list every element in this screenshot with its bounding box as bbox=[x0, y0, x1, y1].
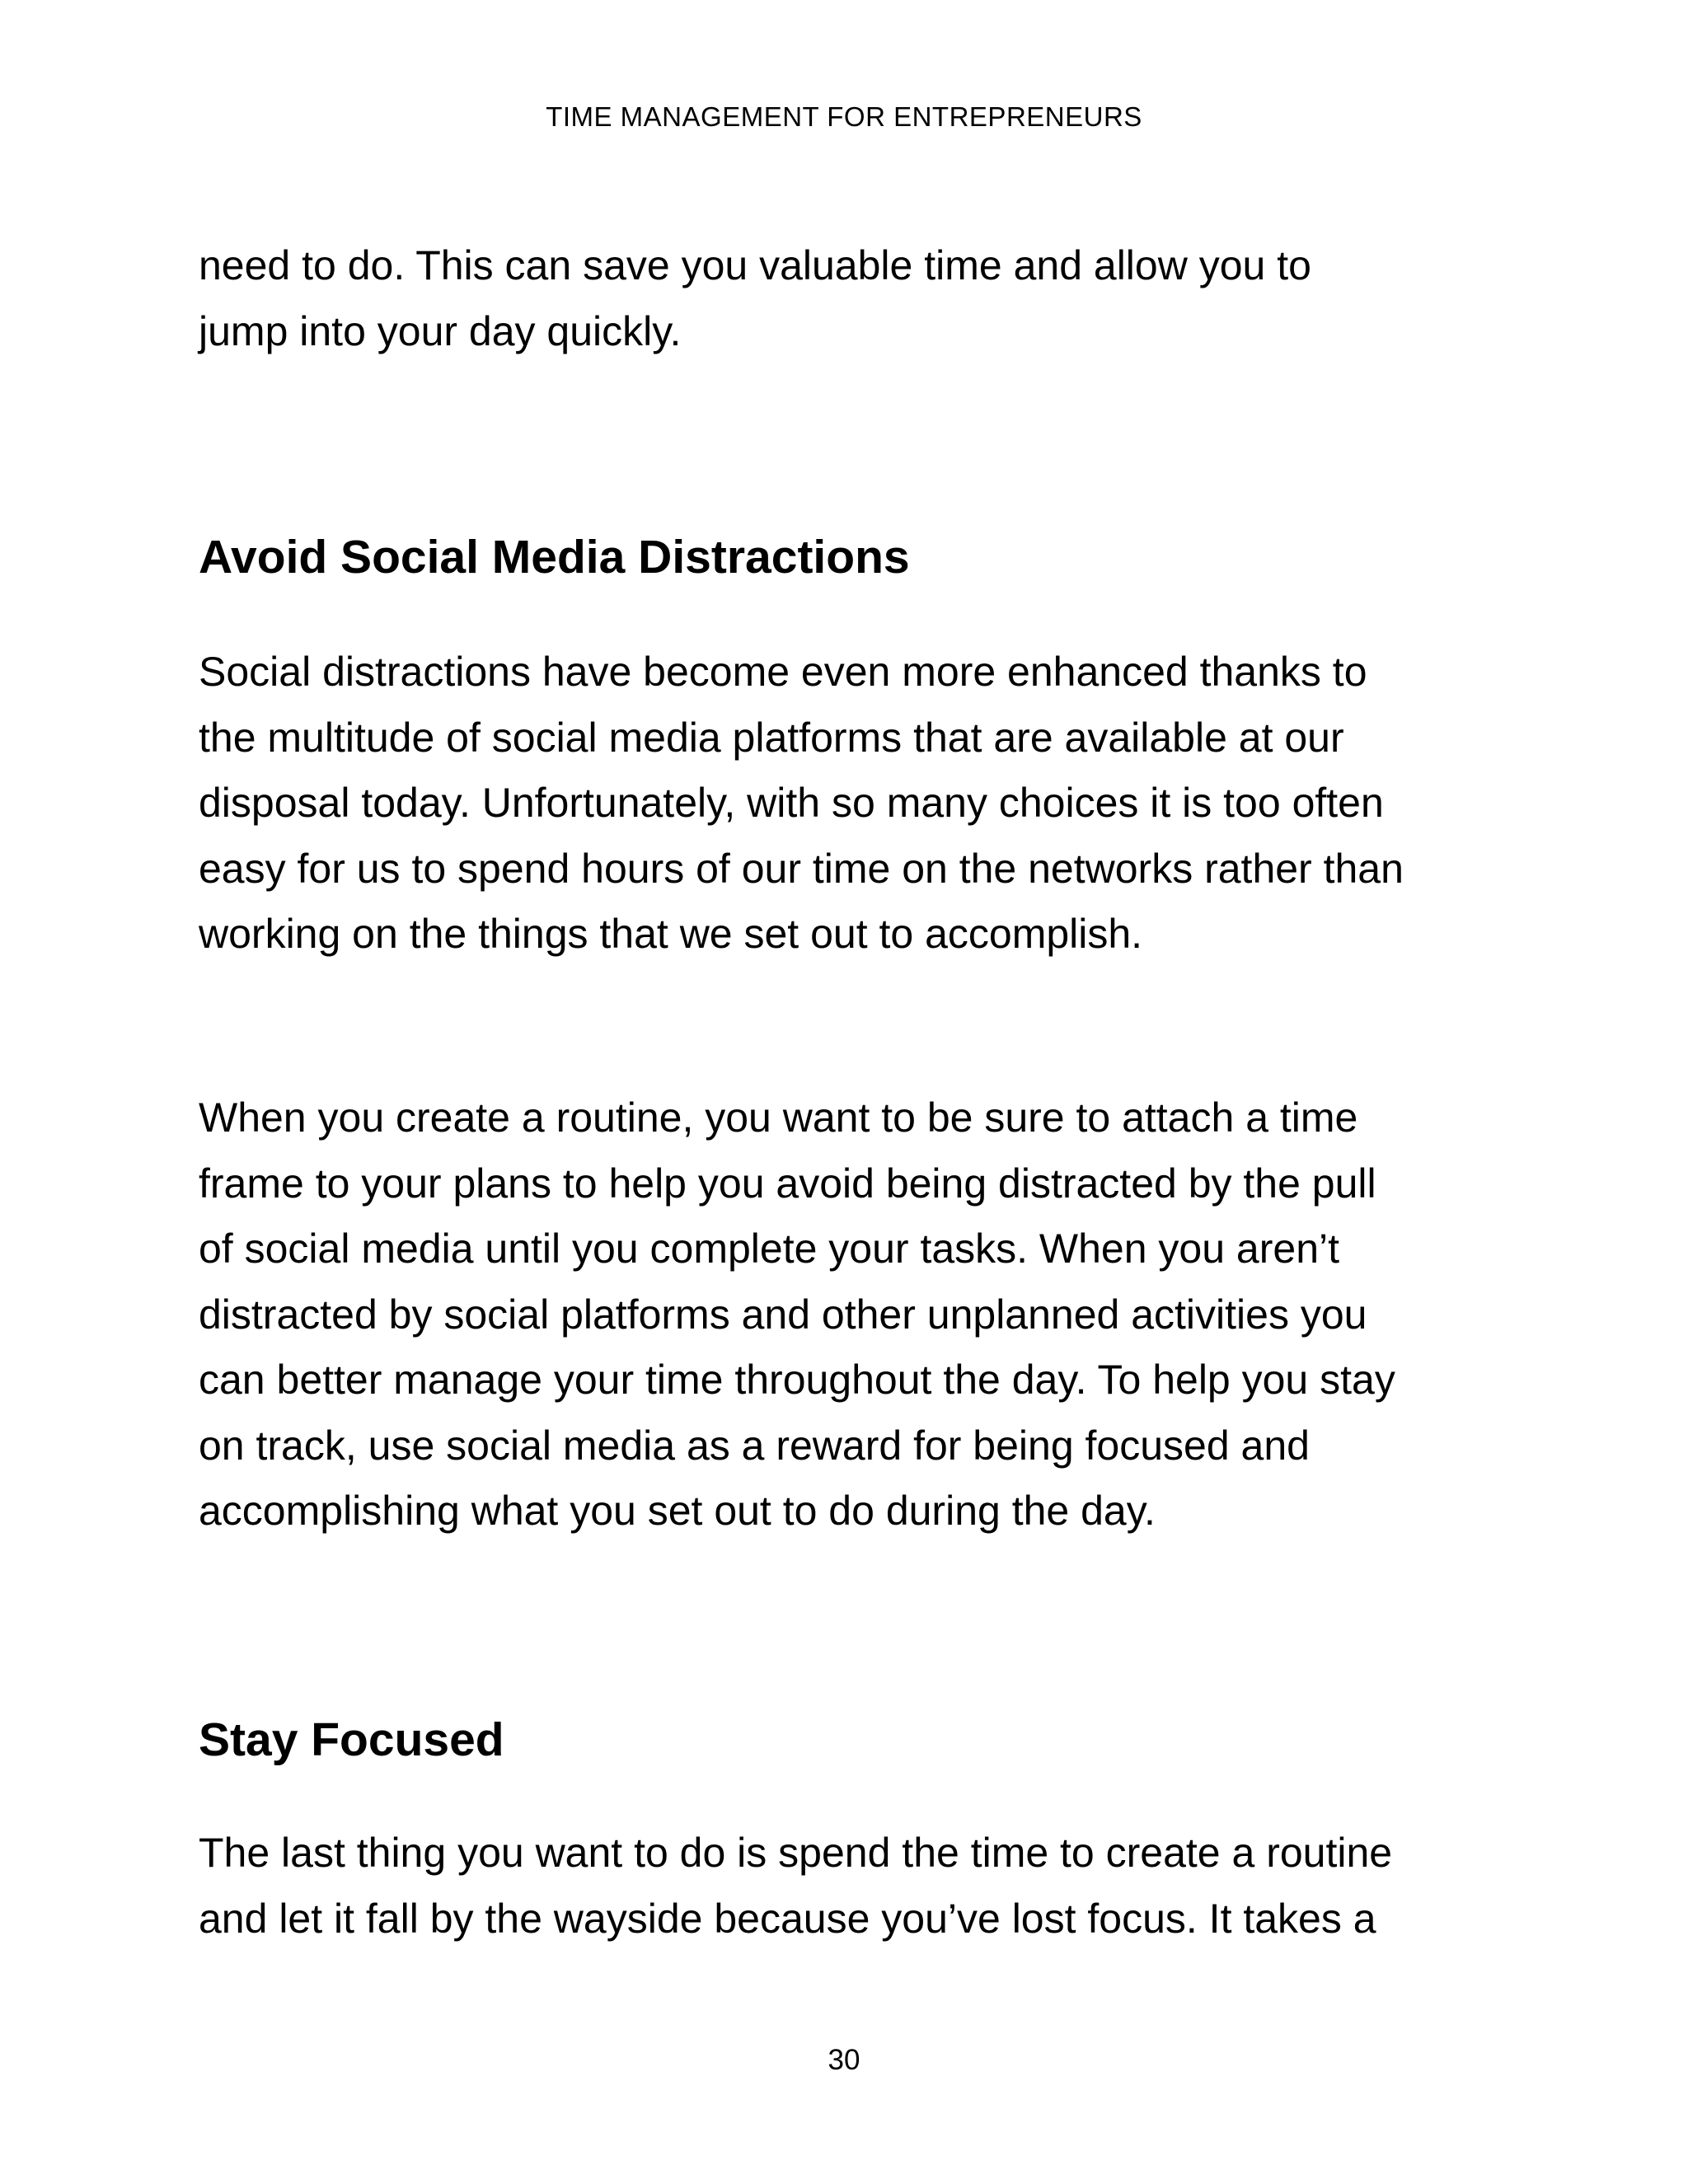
section-heading-social-media: Avoid Social Media Distractions bbox=[199, 531, 910, 583]
paragraph-line: working on the things that we set out to accomplish. bbox=[199, 911, 1143, 957]
paragraph-line: disposal today. Unfortunately, with so many choices it is too often bbox=[199, 780, 1384, 826]
section-heading-stay-focused: Stay Focused bbox=[199, 1713, 504, 1766]
paragraph-line: easy for us to spend hours of our time on the networks rather than bbox=[199, 845, 1404, 892]
focus-paragraph-1 bbox=[199, 1821, 1550, 1952]
paragraph-line: accomplishing what you set out to do during the day. bbox=[199, 1488, 1156, 1534]
paragraph-line: need to do. This can save you valuable time and allow you to bbox=[199, 242, 1311, 288]
paragraph-line: can better manage your time throughout the day. To help you stay bbox=[199, 1357, 1395, 1403]
social-paragraph-2 bbox=[199, 1085, 1550, 1544]
paragraph-line: jump into your day quickly. bbox=[199, 307, 682, 354]
paragraph-line: frame to your plans to help you avoid being distracted by the pull bbox=[199, 1160, 1376, 1207]
paragraph-line: and let it fall by the wayside because you’ve lost focus. It takes a bbox=[199, 1895, 1376, 1942]
paragraph-line: on track, use social media as a reward for being focused and bbox=[199, 1422, 1310, 1469]
running-header: TIME MANAGEMENT FOR ENTREPRENEURS bbox=[546, 101, 1142, 132]
intro-paragraph bbox=[199, 233, 1550, 364]
social-paragraph-1 bbox=[199, 640, 1550, 968]
paragraph-line: When you create a routine, you want to be sure to attach a time bbox=[199, 1094, 1358, 1141]
paragraph-line: distracted by social platforms and other unplanned activities you bbox=[199, 1291, 1367, 1338]
paragraph-line: the multitude of social media platforms that are available at our bbox=[199, 714, 1344, 761]
paragraph-line: The last thing you want to do is spend the time to create a routine bbox=[199, 1830, 1393, 1876]
paragraph-line: of social media until you complete your tasks. When you aren’t bbox=[199, 1226, 1340, 1272]
paragraph-line: Social distractions have become even more enhanced thanks to bbox=[199, 649, 1367, 695]
page-number: 30 bbox=[828, 2044, 860, 2076]
